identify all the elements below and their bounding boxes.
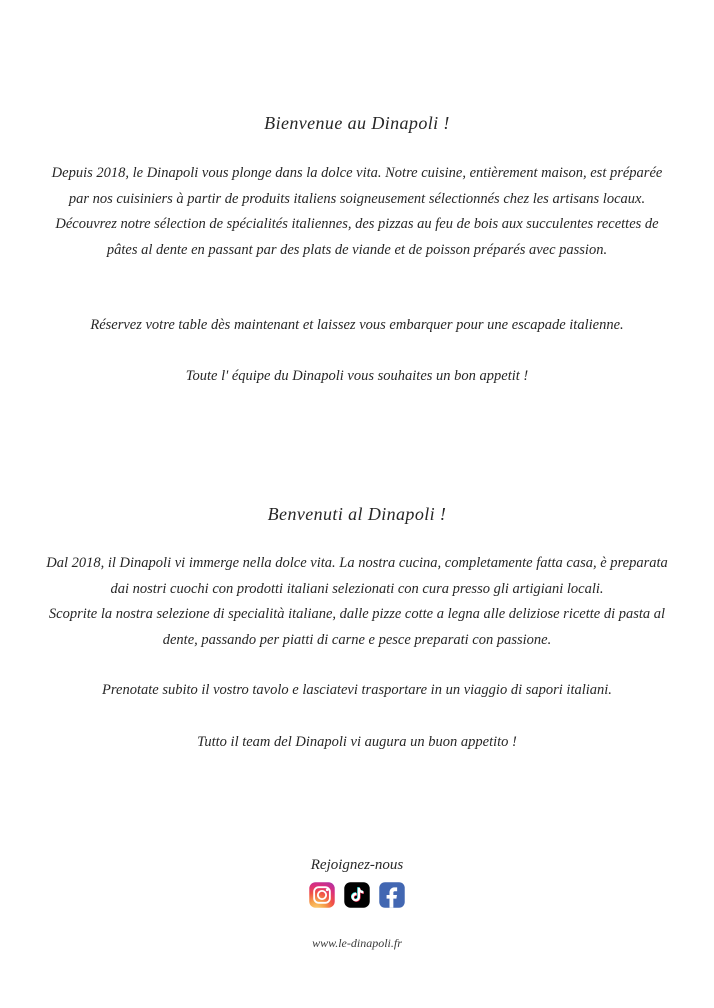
join-us-label: Rejoignez-nous bbox=[310, 857, 404, 873]
italian-wish-line: Tutto il team del Dinapoli vi augura un buon appetito ! bbox=[197, 734, 517, 750]
social-icons-row bbox=[42, 882, 672, 908]
french-welcome-title: Bienvenue au Dinapoli ! bbox=[264, 113, 450, 133]
facebook-icon[interactable] bbox=[379, 882, 405, 908]
italian-paragraph: Scoprite la nostra selezione di specialità italiane, dalle pizze cotte a legna alle deliziose ricette di pasta al dente, passando per piatti di carne e pesce preparati con passione. bbox=[48, 606, 666, 648]
french-intro-paragraphs bbox=[42, 161, 672, 263]
website-url[interactable]: www.le-dinapoli.fr bbox=[312, 936, 402, 950]
italian-intro-paragraphs bbox=[42, 551, 672, 653]
french-reserve-line: Réservez votre table dès maintenant et laissez vous embarquer pour une escapade italienne. bbox=[90, 317, 624, 333]
french-wish-line: Toute l' équipe du Dinapoli vous souhaites un bon appetit ! bbox=[185, 368, 529, 384]
instagram-icon[interactable] bbox=[309, 882, 335, 908]
italian-paragraph: Dal 2018, il Dinapoli vi immerge nella dolce vita. La nostra cucina, completamente fatta casa, è preparata dai nostri cuochi con prodotti italiani selezionati con cura presso gli artigiani locali. bbox=[46, 555, 668, 597]
tiktok-icon[interactable] bbox=[344, 882, 370, 908]
french-paragraph: Découvrez notre sélection de spécialités italiennes, des pizzas au feu de bois aux succulentes recettes de pâtes al dente en passant par des plats de viande et de poisson préparés avec passion. bbox=[55, 216, 659, 258]
french-paragraph: Depuis 2018, le Dinapoli vous plonge dans la dolce vita. Notre cuisine, entièrement maison, est préparée par nos cuisiniers à partir de produits italiens soigneusement sélectionnés chez les artisans locaux. bbox=[51, 165, 663, 207]
italian-welcome-title: Benvenuti al Dinapoli ! bbox=[267, 504, 447, 524]
italian-reserve-line: Prenotate subito il vostro tavolo e lasciatevi trasportare in un viaggio di sapori italiani. bbox=[102, 682, 612, 698]
